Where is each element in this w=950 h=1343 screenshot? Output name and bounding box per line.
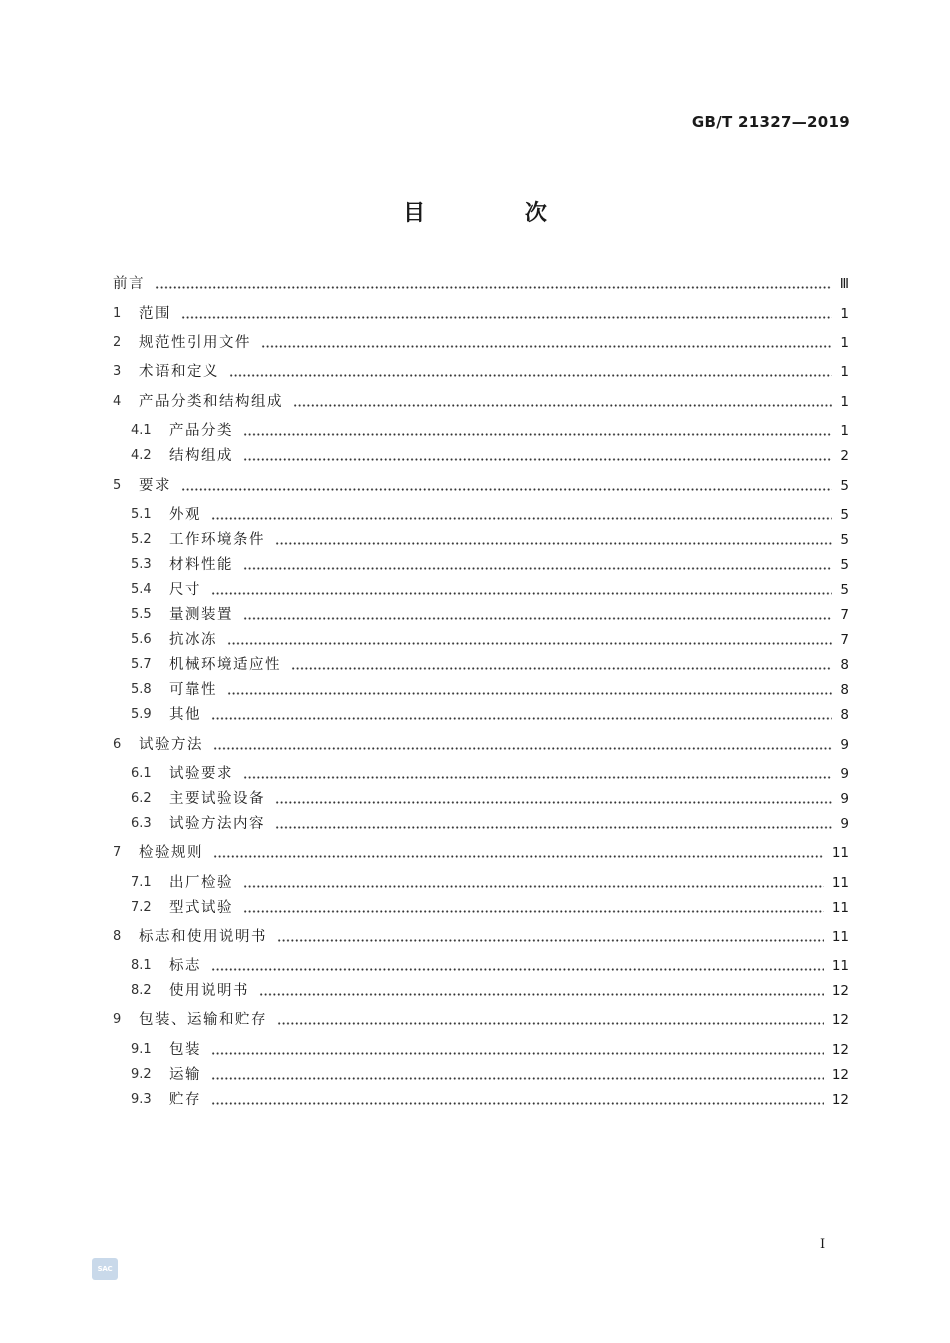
toc-entry-label: 材料性能 — [169, 557, 233, 573]
dot-leader — [259, 993, 824, 996]
toc-entry-page: 9 — [840, 816, 849, 832]
toc-entry-label: 可靠性 — [169, 682, 217, 698]
toc-entry[interactable] — [131, 896, 849, 920]
toc-entry[interactable] — [131, 979, 849, 1003]
dot-leader — [291, 667, 832, 670]
toc-entry-page: 1 — [840, 364, 849, 380]
toc-entry-page: 5 — [840, 532, 849, 548]
dot-leader — [261, 345, 832, 348]
toc-entry-number: 6.3 — [131, 816, 152, 831]
toc-entry-label: 产品分类 — [169, 423, 233, 439]
dot-leader — [293, 404, 832, 407]
toc-entry-number: 5.9 — [131, 707, 152, 722]
dot-leader — [213, 747, 832, 750]
toc-entry[interactable] — [131, 553, 849, 577]
toc-entry-number: 6.2 — [131, 791, 152, 806]
toc-entry-label: 外观 — [169, 507, 201, 523]
toc-entry-number: 8.1 — [131, 958, 152, 973]
toc-entry-label: 规范性引用文件 — [139, 335, 251, 351]
toc-entry-page: 8 — [840, 707, 849, 723]
toc-entry-page: 12 — [831, 983, 849, 999]
toc-entry-label: 试验方法内容 — [169, 816, 265, 832]
toc-entry[interactable] — [131, 578, 849, 602]
toc-entry-page: 11 — [831, 929, 849, 945]
dot-leader — [211, 1077, 824, 1080]
toc-entry-label: 前言 — [113, 276, 145, 292]
dot-leader — [181, 488, 832, 491]
toc-entry-label: 术语和定义 — [139, 364, 219, 380]
toc-entry-number: 7.1 — [131, 875, 152, 890]
toc-entry-label: 量测装置 — [169, 607, 233, 623]
toc-entry[interactable] — [131, 444, 849, 468]
toc-entry-page: 12 — [831, 1067, 849, 1083]
toc-entry[interactable] — [113, 360, 849, 384]
toc-entry-number: 5.1 — [131, 507, 152, 522]
toc-entry-label: 试验要求 — [169, 766, 233, 782]
standard-code: GB/T 21327—2019 — [691, 113, 850, 131]
toc-entry-page: 9 — [840, 791, 849, 807]
toc-entry[interactable] — [131, 1063, 849, 1087]
toc-entry-page: 9 — [840, 766, 849, 782]
toc-entry-page: 5 — [840, 478, 849, 494]
toc-entry-number: 5 — [113, 478, 122, 493]
toc-entry-label: 机械环境适应性 — [169, 657, 281, 673]
toc-entry-label: 运输 — [169, 1067, 201, 1083]
toc-entry-label: 包装 — [169, 1042, 201, 1058]
toc-entry-number: 5.8 — [131, 682, 152, 697]
toc-entry[interactable] — [113, 841, 849, 865]
dot-leader — [211, 1102, 824, 1105]
toc-entry-number: 8 — [113, 929, 122, 944]
toc-entry-number: 9.2 — [131, 1067, 152, 1082]
toc-entry[interactable] — [131, 787, 849, 811]
toc-entry-page: 11 — [831, 900, 849, 916]
toc-entry-label: 范围 — [139, 306, 171, 322]
toc-entry-page: 1 — [840, 306, 849, 322]
toc-entry-label: 结构组成 — [169, 448, 233, 464]
toc-entry[interactable] — [113, 302, 849, 326]
dot-leader — [275, 542, 832, 545]
toc-entry-number: 5.5 — [131, 607, 152, 622]
toc-entry-page: Ⅲ — [839, 276, 849, 292]
dot-leader — [243, 617, 832, 620]
toc-entry-label: 标志 — [169, 958, 201, 974]
dot-leader — [155, 286, 832, 289]
toc-entry-label: 其他 — [169, 707, 201, 723]
dot-leader — [181, 316, 832, 319]
toc-entry-page: 9 — [840, 737, 849, 753]
toc-entry-number: 1 — [113, 306, 122, 321]
dot-leader — [275, 801, 832, 804]
dot-leader — [275, 826, 832, 829]
dot-leader — [227, 692, 832, 695]
toc-entry[interactable] — [113, 925, 849, 949]
toc-entry[interactable] — [131, 628, 849, 652]
dot-leader — [243, 458, 832, 461]
toc-entry[interactable] — [113, 474, 849, 498]
toc-entry-label: 工作环境条件 — [169, 532, 265, 548]
toc-entry[interactable] — [131, 603, 849, 627]
toc-entry-page: 8 — [840, 657, 849, 673]
toc-entry[interactable] — [131, 812, 849, 836]
toc-entry[interactable] — [113, 390, 849, 414]
toc-entry[interactable] — [113, 733, 849, 757]
toc-entry-page: 5 — [840, 557, 849, 573]
toc-entry-number: 5.4 — [131, 582, 152, 597]
toc-entry-label: 贮存 — [169, 1092, 201, 1108]
dot-leader — [211, 968, 824, 971]
toc-entry-label: 抗冰冻 — [169, 632, 217, 648]
toc-entry-page: 1 — [840, 335, 849, 351]
toc-entry-label: 包装、运输和贮存 — [139, 1012, 267, 1028]
toc-entry-number: 4 — [113, 394, 122, 409]
dot-leader — [229, 374, 832, 377]
toc-entry-label: 主要试验设备 — [169, 791, 265, 807]
toc-entry-number: 4.2 — [131, 448, 152, 463]
toc-entry-page: 2 — [840, 448, 849, 464]
toc-entry-page: 7 — [840, 632, 849, 648]
toc-entry-number: 5.2 — [131, 532, 152, 547]
toc-entry[interactable] — [131, 871, 849, 895]
dot-leader — [277, 1022, 824, 1025]
toc-entry-number: 5.7 — [131, 657, 152, 672]
toc-entry[interactable] — [131, 1088, 849, 1112]
toc-entry-number: 7.2 — [131, 900, 152, 915]
toc-entry-label: 检验规则 — [139, 845, 203, 861]
dot-leader — [243, 910, 824, 913]
toc-entry-page: 1 — [840, 423, 849, 439]
dot-leader — [213, 855, 824, 858]
dot-leader — [211, 592, 832, 595]
toc-entry-page: 11 — [831, 845, 849, 861]
toc-entry-page: 12 — [831, 1012, 849, 1028]
toc-entry[interactable] — [131, 503, 849, 527]
toc-entry-label: 产品分类和结构组成 — [139, 394, 283, 410]
toc-entry-number: 9 — [113, 1012, 122, 1027]
toc-entry-number: 4.1 — [131, 423, 152, 438]
toc-entry[interactable] — [131, 678, 849, 702]
toc-entry-label: 使用说明书 — [169, 983, 249, 999]
toc-entry-number: 9.3 — [131, 1092, 152, 1107]
toc-entry-page: 12 — [831, 1092, 849, 1108]
toc-entry-page: 7 — [840, 607, 849, 623]
toc-entry-label: 试验方法 — [139, 737, 203, 753]
toc-entry[interactable] — [131, 1038, 849, 1062]
toc-entry-number: 6 — [113, 737, 122, 752]
toc-entry-page: 11 — [831, 958, 849, 974]
toc-entry-number: 5.3 — [131, 557, 152, 572]
dot-leader — [277, 939, 824, 942]
toc-entry-page: 8 — [840, 682, 849, 698]
dot-leader — [211, 1052, 824, 1055]
dot-leader — [211, 717, 832, 720]
toc-entry[interactable] — [131, 762, 849, 786]
dot-leader — [243, 776, 832, 779]
sac-logo-icon: SAC — [92, 1258, 118, 1280]
toc-entry[interactable] — [113, 1008, 849, 1032]
dot-leader — [243, 567, 832, 570]
toc-entry-label: 出厂检验 — [169, 875, 233, 891]
toc-entry-page: 1 — [840, 394, 849, 410]
toc-entry-number: 9.1 — [131, 1042, 152, 1057]
toc-entry-page: 11 — [831, 875, 849, 891]
toc-entry-number: 7 — [113, 845, 122, 860]
toc-entry[interactable] — [113, 331, 849, 355]
dot-leader — [243, 433, 832, 436]
dot-leader — [211, 517, 832, 520]
toc-entry-number: 6.1 — [131, 766, 152, 781]
page-number: Ⅰ — [820, 1237, 826, 1252]
toc-entry[interactable] — [131, 703, 849, 727]
page-title: 目 次 — [403, 201, 593, 226]
toc-entry[interactable] — [131, 419, 849, 443]
toc-entry[interactable] — [131, 528, 849, 552]
toc-entry[interactable] — [131, 653, 849, 677]
toc-entry-page: 5 — [840, 507, 849, 523]
toc-entry-label: 型式试验 — [169, 900, 233, 916]
toc-entry[interactable] — [131, 954, 849, 978]
toc-entry-number: 3 — [113, 364, 122, 379]
toc-entry-label: 尺寸 — [169, 582, 201, 598]
toc-entry-label: 要求 — [139, 478, 171, 494]
dot-leader — [243, 885, 824, 888]
toc-entry-number: 8.2 — [131, 983, 152, 998]
toc-entry-number: 2 — [113, 335, 122, 350]
toc-entry-page: 12 — [831, 1042, 849, 1058]
toc-entry-page: 5 — [840, 582, 849, 598]
toc-entry[interactable] — [113, 272, 849, 296]
toc-entry-label: 标志和使用说明书 — [139, 929, 267, 945]
dot-leader — [227, 642, 832, 645]
toc-entry-number: 5.6 — [131, 632, 152, 647]
